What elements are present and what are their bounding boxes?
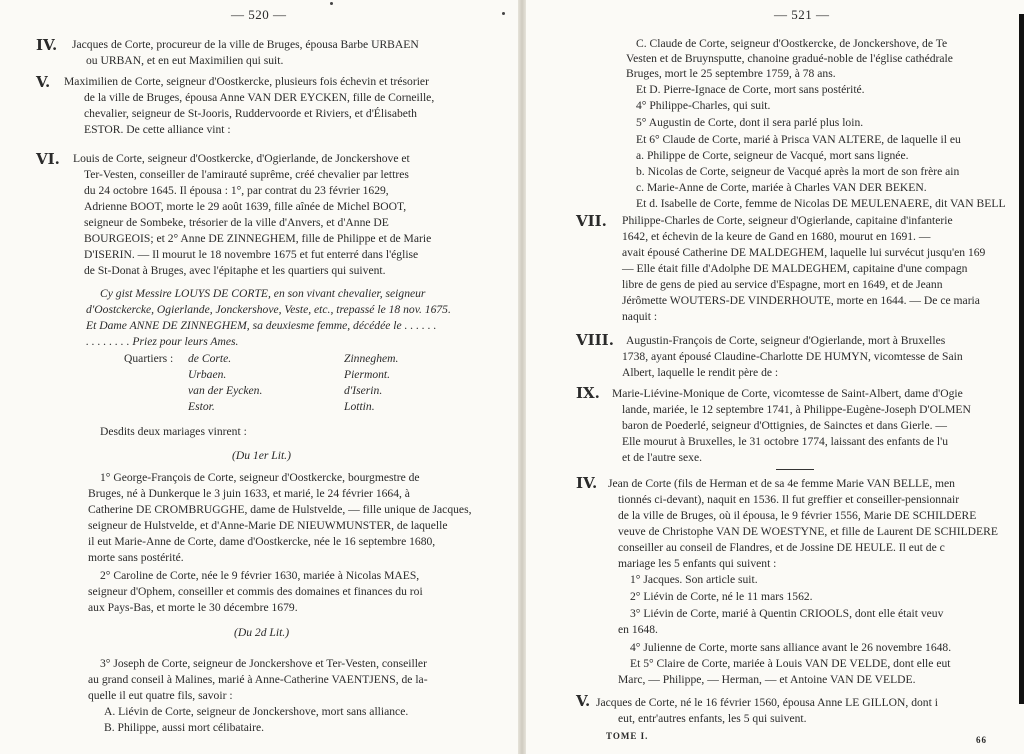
entry-text: conseiller au conseil de Flandres, et de Jossine DE HEULE. Il eut de c <box>618 541 945 554</box>
child-text: 3° Joseph de Corte, seigneur de Jonckershove et Ter-Vesten, conseiller <box>100 657 427 670</box>
right-page <box>526 0 1024 754</box>
marriage-heading: (Du 2d Lit.) <box>234 626 290 639</box>
generation-numeral: VII. <box>576 212 607 230</box>
entry-text: et de l'autre sexe. <box>622 451 702 464</box>
entry-text: 1642, et échevin de la keure de Gand en 1680, mourut en 1691. — <box>622 230 931 243</box>
entry-text: libre de gens de pied au service d'Espagne, mort en 1649, et de Jeann <box>622 278 943 291</box>
volume-label: TOME I. <box>606 731 649 741</box>
entry-text: Philippe-Charles de Corte, seigneur d'Ogierlande, capitaine d'infanterie <box>622 214 953 227</box>
entry-text: Elle mourut à Bruxelles, le 31 octobre 1774, laissant des enfants de l'u <box>622 435 948 448</box>
quarter-name: Estor. <box>188 400 215 413</box>
continuation-line: Et D. Pierre-Ignace de Corte, mort sans postérité. <box>636 83 865 96</box>
generation-numeral: IV. <box>576 474 598 492</box>
generation-numeral: VI. <box>36 150 60 168</box>
quarter-name: Urbaen. <box>188 368 227 381</box>
entry-text: mariage les 5 enfants qui suivent : <box>618 557 777 570</box>
continuation-line: c. Marie-Anne de Corte, mariée à Charles VAN DER BEKEN. <box>636 181 927 194</box>
quarter-name: Piermont. <box>344 368 391 381</box>
child-text: aux Pays-Bas, et morte le 30 décembre 1679. <box>88 601 298 614</box>
entry-text: — Elle était fille d'Adolphe DE MALDEGHEM, capitaine d'une compagn <box>622 262 968 275</box>
child-text: morte sans postérité. <box>88 551 184 564</box>
entry-text: seigneur de Sombeke, trésorier de la ville d'Anvers, et d'Anne DE <box>84 216 389 229</box>
continuation-line: b. Nicolas de Corte, seigneur de Vacqué après la mort de son frère ain <box>636 165 960 178</box>
generation-numeral: VIII. <box>576 331 614 349</box>
entry-text: Augustin-François de Corte, seigneur d'Ogierlande, mort à Bruxelles <box>626 334 946 347</box>
quarter-name: d'Iserin. <box>344 384 383 397</box>
entry-text: chevalier, seigneur de St-Jooris, Ruddervoorde et Riviers, et d'Élisabeth <box>84 107 417 120</box>
epitaph-line: d'Oostckercke, Ogierlande, Jonckershove, Veste, etc., trepassé le 18 nov. 1675. <box>86 303 451 316</box>
entry-text: Jérômette WOUTERS-DE VINDERHOUTE, morte en 1644. — De ce maria <box>622 294 980 307</box>
child-text: B. Philippe, aussi mort célibataire. <box>104 721 265 734</box>
marriage-heading: (Du 1er Lit.) <box>232 449 291 462</box>
generation-numeral: V. <box>36 73 51 91</box>
children-intro: Desdits deux mariages vinrent : <box>100 425 247 438</box>
entry-text: de la ville de Bruges, où il épousa, le 9 février 1556, Marie DE SCHILDERE <box>618 509 977 522</box>
entry-text: Marie-Liévine-Monique de Corte, vicomtesse de Saint-Albert, dame d'Ogie <box>612 387 963 400</box>
child-text: seigneur de Hulstvelde, et d'Anne-Marie DE NIEUWMUNSTER, de laquelle <box>88 519 448 532</box>
child-text: quelle il eut quatre fils, savoir : <box>88 689 233 702</box>
quarter-name: Lottin. <box>344 400 375 413</box>
entry-text: BOURGEOIS; et 2° Anne DE ZINNEGHEM, fille de Philippe et de Marie <box>84 232 432 245</box>
continuation-line: 5° Augustin de Corte, dont il sera parlé plus loin. <box>636 116 864 129</box>
child-text: Bruges, né à Dunkerque le 3 juin 1633, et marié, le 24 février 1664, à <box>88 487 410 500</box>
entry-text: ESTOR. De cette alliance vint : <box>84 123 231 136</box>
entry-text: tionnés ci-devant), naquit en 1536. Il fut greffier et conseiller-pensionnair <box>618 493 960 506</box>
continuation-line: Vesten et de Bruynsputte, chanoine gradué-noble de l'église cathédrale <box>626 52 953 65</box>
child-text: il eut Marie-Anne de Corte, dame d'Oostkercke, née le 16 septembre 1680, <box>88 535 436 548</box>
entry-text: en 1648. <box>618 623 658 636</box>
entry-text: Jacques de Corte, procureur de la ville de Bruges, épousa Barbe URBAEN <box>72 38 419 51</box>
entry-text: Jacques de Corte, né le 16 février 1560, épousa Anne LE GILLON, dont i <box>596 696 938 709</box>
entry-text: eut, entr'autres enfants, les 5 qui suivent. <box>618 712 807 725</box>
entry-text: 3° Liévin de Corte, marié à Quentin CRIOOLS, dont elle était veuv <box>630 607 944 620</box>
entry-text: lande, mariée, le 12 septembre 1741, à Philippe-Eugène-Joseph D'OLMEN <box>622 403 971 416</box>
entry-text: Ter-Vesten, conseiller de l'amirauté suprême, créé chevalier par lettres <box>84 168 409 181</box>
entry-text: D'ISERIN. — Il mourut le 18 novembre 1675 et fut enterré dans l'église <box>84 248 419 261</box>
entry-text: baron de Poederlé, seigneur d'Ottignies, de Sainctes et dans Gierle. — <box>622 419 948 432</box>
continuation-line: Et 6° Claude de Corte, marié à Prisca VAN ALTERE, de laquelle il eu <box>636 133 961 146</box>
entry-text: 1738, ayant épousé Claudine-Charlotte DE HUMYN, vicomtesse de Sain <box>622 350 963 363</box>
entry-text: de St-Donat à Bruges, avec l'épitaphe et les quartiers qui suivent. <box>84 264 386 277</box>
generation-numeral: IV. <box>36 36 58 54</box>
entry-text: 1° Jacques. Son article suit. <box>630 573 758 586</box>
child-text: Catherine DE CROMBRUGGHE, dame de Hulstvelde, — fille unique de Jacques, <box>88 503 472 516</box>
child-text: 2° Caroline de Corte, née le 9 février 1630, mariée à Nicolas MAES, <box>100 569 420 582</box>
entry-text: avait épousé Catherine DE MALDEGHEM, laquelle lui survécut jusqu'en 169 <box>622 246 986 259</box>
signature-number: 66 <box>976 735 987 745</box>
entry-text: 4° Julienne de Corte, morte sans alliance avant le 26 novembre 1648. <box>630 641 952 654</box>
page-number: — 521 — <box>774 7 830 22</box>
entry-text: du 24 octobre 1645. Il épousa : 1°, par contrat du 23 février 1629, <box>84 184 389 197</box>
quarter-name: van der Eycken. <box>188 384 263 397</box>
entry-text: Adrienne BOOT, morte le 29 août 1639, fille aînée de Michel BOOT, <box>84 200 407 213</box>
entry-text: naquit : <box>622 310 658 323</box>
entry-text: veuve de Christophe VAN DE WOESTYNE, et fille de Laurent DE SCHILDERE <box>618 525 998 538</box>
entry-text: Jean de Corte (fils de Herman et de sa 4e femme Marie VAN BELLE, men <box>608 477 955 490</box>
child-text: A. Liévin de Corte, seigneur de Jonckershove, mort sans alliance. <box>104 705 409 718</box>
entry-text: Albert, laquelle le rendit père de : <box>622 366 779 379</box>
quarters-label: Quartiers : <box>124 352 174 365</box>
continuation-line: Bruges, mort le 25 septembre 1759, à 78 ans. <box>626 67 836 80</box>
entry-text: Maximilien de Corte, seigneur d'Oostkercke, plusieurs fois échevin et trésorier <box>64 75 429 88</box>
epitaph-line: Cy gist Messire LOUYS DE CORTE, en son vivant chevalier, seigneur <box>100 287 426 300</box>
generation-numeral: V. <box>576 692 591 710</box>
section-divider <box>776 469 814 470</box>
quarters-left-column <box>188 351 262 415</box>
entry-text: Marc, — Philippe, — Herman, — et Antoine VAN DE VELDE. <box>618 673 916 686</box>
quarter-name: Zinneghem. <box>344 352 399 365</box>
entry-text: de la ville de Bruges, épousa Anne VAN DER EYCKEN, fille de Corneille, <box>84 91 435 104</box>
quarter-name: de Corte. <box>188 352 232 365</box>
child-text: au grand conseil à Malines, marié à Anne-Catherine VAENTJENS, de la- <box>88 673 428 686</box>
generation-numeral: IX. <box>576 384 600 402</box>
continuation-line: C. Claude de Corte, seigneur d'Oostkercke, de Jonckershove, de Te <box>636 37 948 50</box>
epitaph-line: Et Dame ANNE DE ZINNEGHEM, sa deuxiesme femme, décédée le . . . . . . <box>86 319 437 332</box>
continuation-line: Et d. Isabelle de Corte, femme de Nicolas DE MEULENAERE, dit VAN BELL <box>636 197 1006 210</box>
entry-text: Et 5° Claire de Corte, mariée à Louis VAN DE VELDE, dont elle eut <box>630 657 951 670</box>
entry-text: Louis de Corte, seigneur d'Oostkercke, d'Ogierlande, de Jonckershove et <box>73 152 410 165</box>
continuation-line: 4° Philippe-Charles, qui suit. <box>636 99 771 112</box>
child-text: seigneur d'Ophem, conseiller et commis des domaines et finances du roi <box>88 585 423 598</box>
quarters-right-column <box>344 351 398 415</box>
epitaph-line: . . . . . . . . Priez pour leurs Ames. <box>86 335 239 348</box>
entry-text: ou URBAN, et en eut Maximilien qui suit. <box>86 54 284 67</box>
continuation-line: a. Philippe de Corte, seigneur de Vacqué, mort sans lignée. <box>636 149 909 162</box>
book-gutter <box>518 0 526 754</box>
page-number: — 520 — <box>231 7 287 22</box>
child-text: 1° George-François de Corte, seigneur d'Oostkercke, bourgmestre de <box>100 471 420 484</box>
scan-edge <box>1019 14 1024 704</box>
entry-text: 2° Liévin de Corte, né le 11 mars 1562. <box>630 590 813 603</box>
